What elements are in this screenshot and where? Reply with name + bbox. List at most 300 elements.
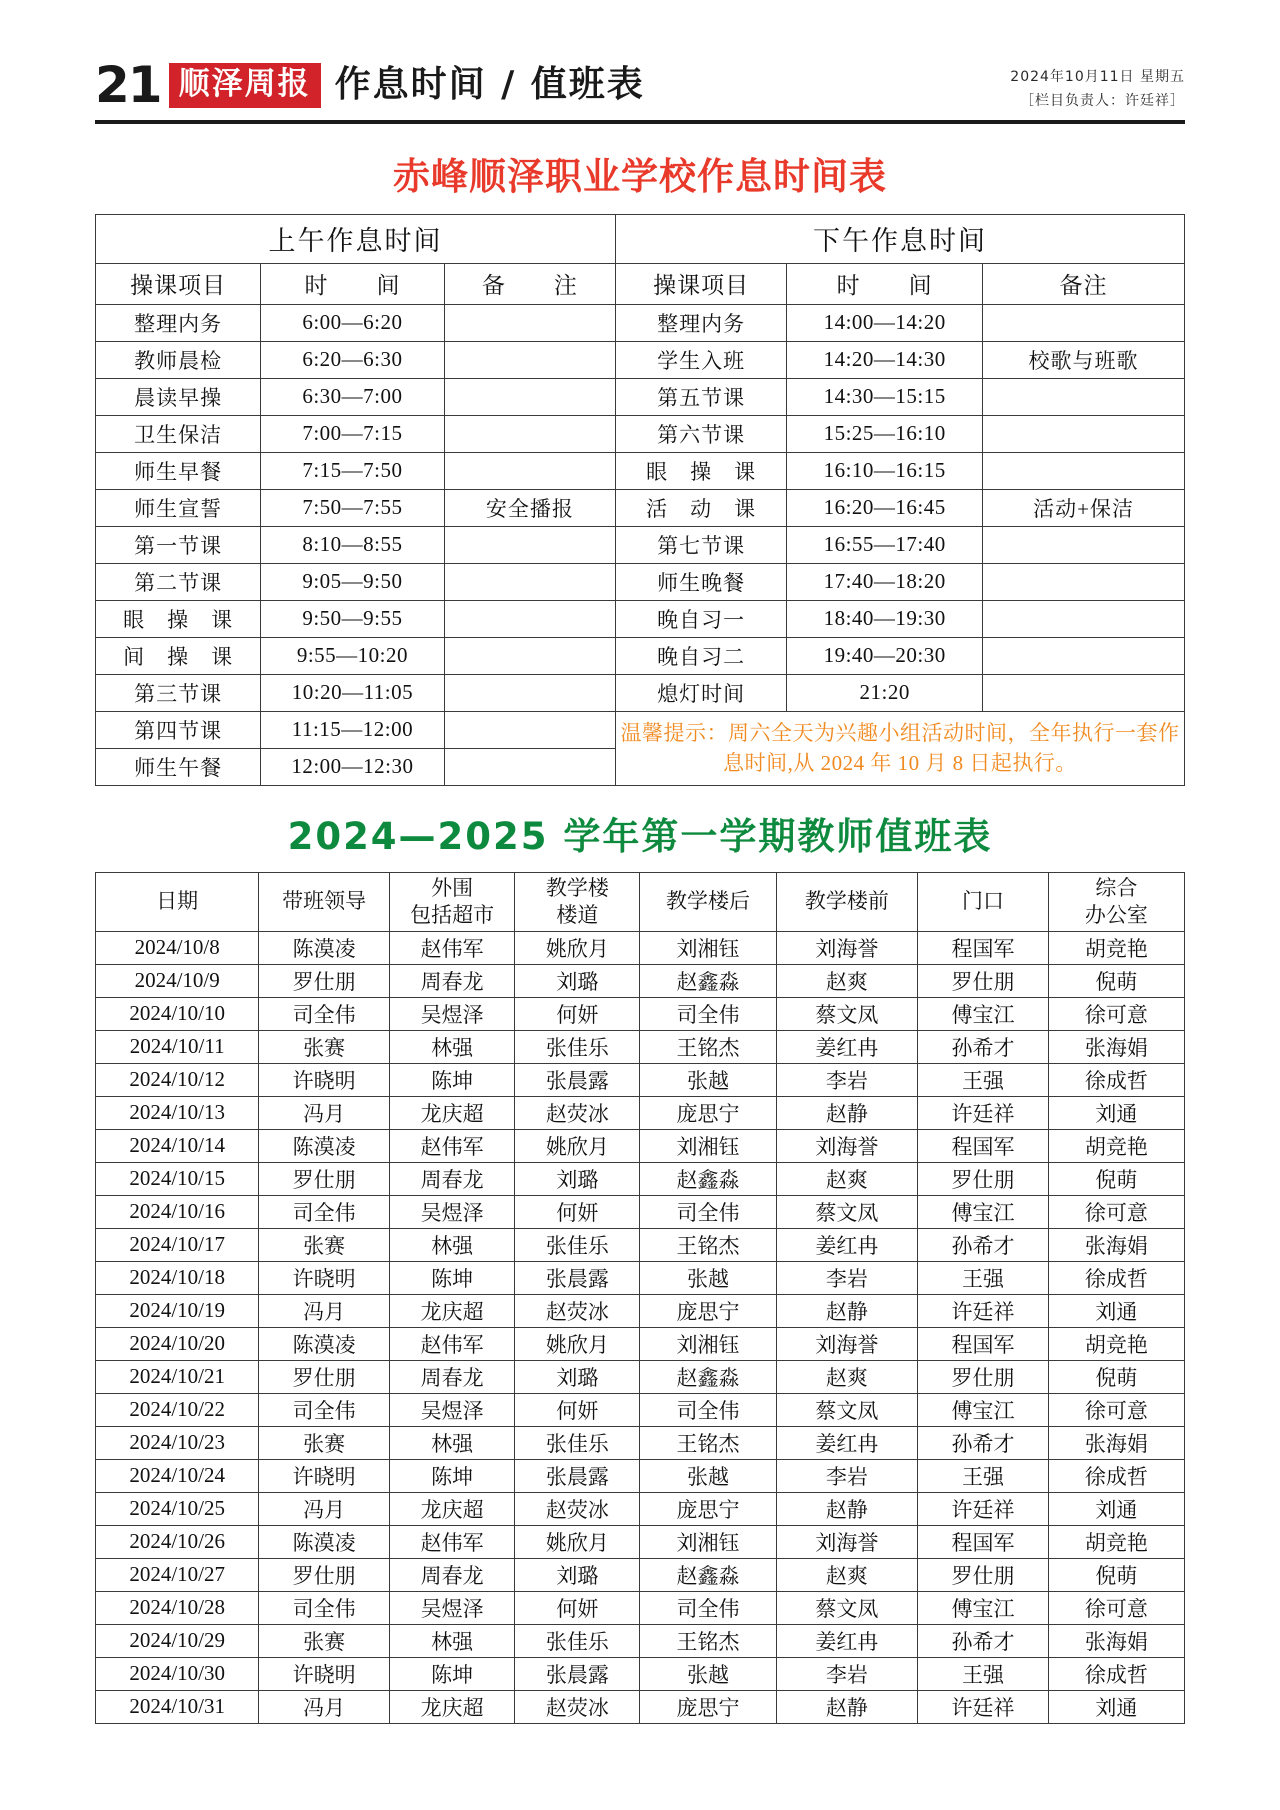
duty-building-rear: 张越 bbox=[640, 1657, 776, 1690]
am-time: 11:15—12:00 bbox=[261, 711, 445, 748]
pm-item: 晚自习一 bbox=[616, 600, 787, 637]
pm-note bbox=[983, 600, 1185, 637]
schedule-row bbox=[96, 452, 1185, 489]
pm-note bbox=[983, 304, 1185, 341]
duty-col-date bbox=[96, 872, 259, 931]
pm-note: 活动+保洁 bbox=[983, 489, 1185, 526]
am-item: 师生早餐 bbox=[96, 452, 261, 489]
pm-note bbox=[983, 563, 1185, 600]
duty-perimeter: 陈坤 bbox=[390, 1063, 515, 1096]
table-row bbox=[96, 1327, 1185, 1360]
duty-building-rear: 刘湘钰 bbox=[640, 931, 776, 964]
duty-building-rear: 庞思宁 bbox=[640, 1690, 776, 1723]
duty-leader: 张赛 bbox=[259, 1030, 390, 1063]
duty-building-rear: 张越 bbox=[640, 1261, 776, 1294]
am-item: 第二节课 bbox=[96, 563, 261, 600]
duty-office: 徐可意 bbox=[1048, 1393, 1184, 1426]
duty-perimeter: 龙庆超 bbox=[390, 1294, 515, 1327]
schedule-row bbox=[96, 526, 1185, 563]
duty-leader: 冯月 bbox=[259, 1492, 390, 1525]
duty-perimeter: 周春龙 bbox=[390, 964, 515, 997]
duty-col-corridor-line1: 教学楼 bbox=[545, 876, 609, 901]
duty-building-rear: 刘湘钰 bbox=[640, 1129, 776, 1162]
duty-corridor: 赵荧冰 bbox=[515, 1096, 640, 1129]
am-item: 第一节课 bbox=[96, 526, 261, 563]
duty-building-rear: 庞思宁 bbox=[640, 1492, 776, 1525]
am-time: 8:10—8:55 bbox=[261, 526, 445, 563]
schedule-table-head bbox=[96, 214, 1185, 304]
duty-corridor: 何妍 bbox=[515, 997, 640, 1030]
duty-corridor: 张佳乐 bbox=[515, 1030, 640, 1063]
am-item: 师生宣誓 bbox=[96, 489, 261, 526]
am-time: 6:00—6:20 bbox=[261, 304, 445, 341]
duty-office: 张海娟 bbox=[1048, 1030, 1184, 1063]
table-row bbox=[96, 1096, 1185, 1129]
duty-col-gate-line1: 门口 bbox=[962, 889, 1004, 914]
am-item: 第三节课 bbox=[96, 674, 261, 711]
duty-corridor: 张佳乐 bbox=[515, 1228, 640, 1261]
duty-leader: 司全伟 bbox=[259, 997, 390, 1030]
duty-date: 2024/10/27 bbox=[96, 1558, 259, 1591]
duty-building-front: 刘海誉 bbox=[776, 1327, 918, 1360]
duty-date: 2024/10/9 bbox=[96, 964, 259, 997]
am-note bbox=[444, 563, 615, 600]
header-left bbox=[95, 56, 645, 114]
duty-building-rear: 赵鑫淼 bbox=[640, 1558, 776, 1591]
page-number: 21 bbox=[95, 56, 161, 114]
page-header bbox=[95, 56, 1185, 124]
duty-leader: 许晓明 bbox=[259, 1261, 390, 1294]
duty-leader: 罗仕朋 bbox=[259, 1360, 390, 1393]
duty-header-row bbox=[96, 872, 1185, 931]
duty-perimeter: 陈坤 bbox=[390, 1261, 515, 1294]
pm-item: 晚自习二 bbox=[616, 637, 787, 674]
pm-time: 16:20—16:45 bbox=[787, 489, 983, 526]
duty-date: 2024/10/8 bbox=[96, 931, 259, 964]
table-row bbox=[96, 997, 1185, 1030]
duty-building-front: 赵静 bbox=[776, 1492, 918, 1525]
duty-gate: 王强 bbox=[918, 1261, 1049, 1294]
table-row bbox=[96, 1162, 1185, 1195]
duty-corridor: 姚欣月 bbox=[515, 931, 640, 964]
duty-building-front: 蔡文凤 bbox=[776, 1393, 918, 1426]
duty-perimeter: 林强 bbox=[390, 1030, 515, 1063]
table-row bbox=[96, 1360, 1185, 1393]
am-time: 10:20—11:05 bbox=[261, 674, 445, 711]
morning-group-header: 上午作息时间 bbox=[96, 214, 616, 263]
duty-corridor: 何妍 bbox=[515, 1393, 640, 1426]
duty-col-building-front-line1: 教学楼前 bbox=[804, 889, 889, 914]
duty-corridor: 赵荧冰 bbox=[515, 1492, 640, 1525]
am-item: 教师晨检 bbox=[96, 341, 261, 378]
table-row bbox=[96, 1294, 1185, 1327]
col-am-time: 时 间 bbox=[261, 263, 445, 304]
duty-office: 倪萌 bbox=[1048, 964, 1184, 997]
duty-office: 胡竞艳 bbox=[1048, 1129, 1184, 1162]
duty-building-front: 姜红冉 bbox=[776, 1228, 918, 1261]
duty-date: 2024/10/28 bbox=[96, 1591, 259, 1624]
col-am-item: 操课项目 bbox=[96, 263, 261, 304]
duty-perimeter: 吴煜泽 bbox=[390, 1393, 515, 1426]
duty-perimeter: 龙庆超 bbox=[390, 1690, 515, 1723]
pm-note bbox=[983, 452, 1185, 489]
duty-office: 徐成哲 bbox=[1048, 1063, 1184, 1096]
am-note bbox=[444, 637, 615, 674]
am-time: 12:00—12:30 bbox=[261, 748, 445, 785]
table-row bbox=[96, 1558, 1185, 1591]
am-time: 6:30—7:00 bbox=[261, 378, 445, 415]
duty-building-rear: 王铭杰 bbox=[640, 1030, 776, 1063]
pm-item: 第五节课 bbox=[616, 378, 787, 415]
schedule-row bbox=[96, 563, 1185, 600]
duty-perimeter: 赵伟军 bbox=[390, 931, 515, 964]
am-note bbox=[444, 526, 615, 563]
am-note bbox=[444, 600, 615, 637]
duty-gate: 孙希才 bbox=[918, 1030, 1049, 1063]
am-note bbox=[444, 452, 615, 489]
duty-leader: 冯月 bbox=[259, 1096, 390, 1129]
duty-building-front: 赵静 bbox=[776, 1096, 918, 1129]
duty-building-front: 刘海誉 bbox=[776, 931, 918, 964]
am-item: 第四节课 bbox=[96, 711, 261, 748]
duty-office: 胡竞艳 bbox=[1048, 1327, 1184, 1360]
duty-building-front: 蔡文凤 bbox=[776, 1195, 918, 1228]
pm-note bbox=[983, 674, 1185, 711]
duty-date: 2024/10/24 bbox=[96, 1459, 259, 1492]
issue-date: 2024年10月11日 星期五 bbox=[1010, 69, 1185, 85]
table-row bbox=[96, 1690, 1185, 1723]
am-item: 间 操 课 bbox=[96, 637, 261, 674]
duty-perimeter: 周春龙 bbox=[390, 1360, 515, 1393]
duty-table-body bbox=[96, 931, 1185, 1723]
duty-leader: 冯月 bbox=[259, 1294, 390, 1327]
duty-col-gate bbox=[918, 872, 1049, 931]
schedule-table-body bbox=[96, 304, 1185, 785]
duty-leader: 罗仕朋 bbox=[259, 1162, 390, 1195]
table-row bbox=[96, 1525, 1185, 1558]
duty-gate: 程国军 bbox=[918, 1129, 1049, 1162]
duty-leader: 许晓明 bbox=[259, 1459, 390, 1492]
duty-leader: 许晓明 bbox=[259, 1063, 390, 1096]
duty-col-perimeter-line2: 包括超市 bbox=[410, 902, 495, 927]
duty-leader: 陈漠凌 bbox=[259, 1129, 390, 1162]
duty-building-front: 赵爽 bbox=[776, 1360, 918, 1393]
duty-building-rear: 王铭杰 bbox=[640, 1624, 776, 1657]
duty-office: 徐可意 bbox=[1048, 997, 1184, 1030]
table-row bbox=[96, 1063, 1185, 1096]
duty-office: 徐可意 bbox=[1048, 1195, 1184, 1228]
duty-leader: 罗仕朋 bbox=[259, 964, 390, 997]
am-time: 6:20—6:30 bbox=[261, 341, 445, 378]
duty-building-rear: 王铭杰 bbox=[640, 1426, 776, 1459]
duty-building-front: 蔡文凤 bbox=[776, 997, 918, 1030]
am-note bbox=[444, 341, 615, 378]
duty-gate: 傅宝江 bbox=[918, 997, 1049, 1030]
duty-gate: 孙希才 bbox=[918, 1624, 1049, 1657]
duty-date: 2024/10/19 bbox=[96, 1294, 259, 1327]
duty-building-rear: 张越 bbox=[640, 1063, 776, 1096]
duty-building-front: 刘海誉 bbox=[776, 1525, 918, 1558]
duty-col-leader-line1: 带班领导 bbox=[282, 889, 367, 914]
editor-credit: ［栏目负责人：许廷祥］ bbox=[1020, 92, 1185, 109]
schedule-row bbox=[96, 711, 1185, 748]
duty-corridor: 张佳乐 bbox=[515, 1624, 640, 1657]
duty-gate: 程国军 bbox=[918, 931, 1049, 964]
duty-office: 徐成哲 bbox=[1048, 1261, 1184, 1294]
schedule-row bbox=[96, 637, 1185, 674]
afternoon-group-header: 下午作息时间 bbox=[616, 214, 1185, 263]
am-item: 眼 操 课 bbox=[96, 600, 261, 637]
duty-col-corridor-line2: 楼道 bbox=[556, 902, 599, 927]
duty-building-rear: 司全伟 bbox=[640, 1195, 776, 1228]
duty-corridor: 姚欣月 bbox=[515, 1525, 640, 1558]
am-time: 9:55—10:20 bbox=[261, 637, 445, 674]
table-row bbox=[96, 1426, 1185, 1459]
duty-building-rear: 刘湘钰 bbox=[640, 1327, 776, 1360]
duty-perimeter: 吴煜泽 bbox=[390, 1591, 515, 1624]
table-row bbox=[96, 1228, 1185, 1261]
schedule-row bbox=[96, 378, 1185, 415]
duty-gate: 傅宝江 bbox=[918, 1195, 1049, 1228]
duty-table-head bbox=[96, 872, 1185, 931]
pm-note bbox=[983, 526, 1185, 563]
duty-building-front: 赵爽 bbox=[776, 1558, 918, 1591]
duty-perimeter: 周春龙 bbox=[390, 1558, 515, 1591]
duty-col-office-line1: 综合 bbox=[1095, 876, 1138, 901]
table-row bbox=[96, 1393, 1185, 1426]
duty-date: 2024/10/30 bbox=[96, 1657, 259, 1690]
duty-gate: 孙希才 bbox=[918, 1426, 1049, 1459]
duty-building-front: 赵静 bbox=[776, 1690, 918, 1723]
duty-col-building-rear bbox=[640, 872, 776, 931]
duty-title: 2024—2025 学年第一学期教师值班表 bbox=[287, 814, 993, 858]
duty-building-front: 李岩 bbox=[776, 1063, 918, 1096]
duty-building-front: 姜红冉 bbox=[776, 1030, 918, 1063]
duty-corridor: 刘璐 bbox=[515, 1162, 640, 1195]
pm-item: 眼 操 课 bbox=[616, 452, 787, 489]
duty-building-front: 李岩 bbox=[776, 1459, 918, 1492]
pm-item: 师生晚餐 bbox=[616, 563, 787, 600]
duty-office: 胡竞艳 bbox=[1048, 1525, 1184, 1558]
schedule-title: 赤峰顺泽职业学校作息时间表 bbox=[393, 154, 887, 198]
duty-building-rear: 刘湘钰 bbox=[640, 1525, 776, 1558]
duty-date: 2024/10/20 bbox=[96, 1327, 259, 1360]
duty-building-front: 蔡文凤 bbox=[776, 1591, 918, 1624]
duty-office: 刘通 bbox=[1048, 1096, 1184, 1129]
duty-gate: 许廷祥 bbox=[918, 1294, 1049, 1327]
duty-corridor: 刘璐 bbox=[515, 1558, 640, 1591]
duty-building-rear: 赵鑫淼 bbox=[640, 1162, 776, 1195]
duty-date: 2024/10/23 bbox=[96, 1426, 259, 1459]
duty-perimeter: 陈坤 bbox=[390, 1657, 515, 1690]
pm-time: 15:25—16:10 bbox=[787, 415, 983, 452]
table-row bbox=[96, 1459, 1185, 1492]
pm-item: 整理内务 bbox=[616, 304, 787, 341]
schedule-column-header-row bbox=[96, 263, 1185, 304]
am-note bbox=[444, 378, 615, 415]
duty-perimeter: 林强 bbox=[390, 1228, 515, 1261]
header-right bbox=[1010, 60, 1185, 114]
duty-date: 2024/10/22 bbox=[96, 1393, 259, 1426]
am-note: 安全播报 bbox=[444, 489, 615, 526]
duty-gate: 孙希才 bbox=[918, 1228, 1049, 1261]
am-note bbox=[444, 674, 615, 711]
duty-office: 张海娟 bbox=[1048, 1624, 1184, 1657]
duty-date: 2024/10/26 bbox=[96, 1525, 259, 1558]
duty-gate: 罗仕朋 bbox=[918, 964, 1049, 997]
pm-time: 19:40—20:30 bbox=[787, 637, 983, 674]
duty-gate: 罗仕朋 bbox=[918, 1162, 1049, 1195]
duty-date: 2024/10/15 bbox=[96, 1162, 259, 1195]
table-row bbox=[96, 1591, 1185, 1624]
duty-date: 2024/10/12 bbox=[96, 1063, 259, 1096]
am-note bbox=[444, 748, 615, 785]
pm-note: 校歌与班歌 bbox=[983, 341, 1185, 378]
table-row bbox=[96, 1195, 1185, 1228]
duty-office: 刘通 bbox=[1048, 1690, 1184, 1723]
table-row bbox=[96, 1492, 1185, 1525]
duty-building-rear: 司全伟 bbox=[640, 997, 776, 1030]
duty-gate: 程国军 bbox=[918, 1327, 1049, 1360]
pm-item: 活 动 课 bbox=[616, 489, 787, 526]
duty-building-rear: 王铭杰 bbox=[640, 1228, 776, 1261]
pm-item: 熄灯时间 bbox=[616, 674, 787, 711]
duty-perimeter: 龙庆超 bbox=[390, 1492, 515, 1525]
duty-corridor: 何妍 bbox=[515, 1591, 640, 1624]
col-pm-time: 时 间 bbox=[787, 263, 983, 304]
duty-building-front: 姜红冉 bbox=[776, 1624, 918, 1657]
duty-perimeter: 陈坤 bbox=[390, 1459, 515, 1492]
duty-office: 倪萌 bbox=[1048, 1558, 1184, 1591]
duty-building-rear: 赵鑫淼 bbox=[640, 1360, 776, 1393]
publication-logo: 顺泽周报 bbox=[169, 63, 321, 108]
duty-gate: 王强 bbox=[918, 1657, 1049, 1690]
am-item: 师生午餐 bbox=[96, 748, 261, 785]
duty-perimeter: 吴煜泽 bbox=[390, 997, 515, 1030]
duty-office: 倪萌 bbox=[1048, 1360, 1184, 1393]
am-time: 9:50—9:55 bbox=[261, 600, 445, 637]
am-item: 整理内务 bbox=[96, 304, 261, 341]
schedule-row bbox=[96, 674, 1185, 711]
duty-leader: 张赛 bbox=[259, 1426, 390, 1459]
duty-perimeter: 吴煜泽 bbox=[390, 1195, 515, 1228]
duty-perimeter: 林强 bbox=[390, 1624, 515, 1657]
duty-date: 2024/10/17 bbox=[96, 1228, 259, 1261]
pm-note bbox=[983, 637, 1185, 674]
duty-corridor: 姚欣月 bbox=[515, 1327, 640, 1360]
duty-col-office bbox=[1048, 872, 1184, 931]
pm-time: 14:30—15:15 bbox=[787, 378, 983, 415]
duty-table bbox=[95, 872, 1185, 1724]
duty-col-perimeter-line1: 外围 bbox=[431, 876, 474, 901]
am-time: 7:50—7:55 bbox=[261, 489, 445, 526]
duty-corridor: 张佳乐 bbox=[515, 1426, 640, 1459]
duty-leader: 张赛 bbox=[259, 1228, 390, 1261]
col-pm-note: 备注 bbox=[983, 263, 1185, 304]
am-note bbox=[444, 304, 615, 341]
duty-perimeter: 周春龙 bbox=[390, 1162, 515, 1195]
pm-time: 14:00—14:20 bbox=[787, 304, 983, 341]
col-pm-item: 操课项目 bbox=[616, 263, 787, 304]
duty-building-rear: 司全伟 bbox=[640, 1591, 776, 1624]
duty-date: 2024/10/18 bbox=[96, 1261, 259, 1294]
duty-date: 2024/10/16 bbox=[96, 1195, 259, 1228]
duty-gate: 许廷祥 bbox=[918, 1096, 1049, 1129]
duty-gate: 许廷祥 bbox=[918, 1690, 1049, 1723]
duty-building-front: 刘海誉 bbox=[776, 1129, 918, 1162]
duty-gate: 王强 bbox=[918, 1063, 1049, 1096]
pm-item: 第七节课 bbox=[616, 526, 787, 563]
duty-date: 2024/10/31 bbox=[96, 1690, 259, 1723]
duty-office: 徐成哲 bbox=[1048, 1657, 1184, 1690]
duty-corridor: 张晨露 bbox=[515, 1261, 640, 1294]
pm-time: 21:20 bbox=[787, 674, 983, 711]
duty-col-office-line2: 办公室 bbox=[1084, 902, 1148, 927]
duty-office: 徐可意 bbox=[1048, 1591, 1184, 1624]
schedule-row bbox=[96, 489, 1185, 526]
duty-building-front: 赵爽 bbox=[776, 964, 918, 997]
page-title: 作息时间 / 值班表 bbox=[334, 64, 645, 106]
duty-office: 刘通 bbox=[1048, 1492, 1184, 1525]
duty-office: 刘通 bbox=[1048, 1294, 1184, 1327]
duty-date: 2024/10/14 bbox=[96, 1129, 259, 1162]
duty-corridor: 何妍 bbox=[515, 1195, 640, 1228]
schedule-row bbox=[96, 600, 1185, 637]
duty-building-front: 姜红冉 bbox=[776, 1426, 918, 1459]
am-item: 晨读早操 bbox=[96, 378, 261, 415]
pm-time: 18:40—19:30 bbox=[787, 600, 983, 637]
duty-building-front: 李岩 bbox=[776, 1261, 918, 1294]
pm-time: 16:10—16:15 bbox=[787, 452, 983, 489]
duty-building-rear: 庞思宁 bbox=[640, 1294, 776, 1327]
duty-perimeter: 龙庆超 bbox=[390, 1096, 515, 1129]
duty-date: 2024/10/25 bbox=[96, 1492, 259, 1525]
duty-date: 2024/10/13 bbox=[96, 1096, 259, 1129]
duty-office: 张海娟 bbox=[1048, 1426, 1184, 1459]
table-row bbox=[96, 1261, 1185, 1294]
pm-item: 学生入班 bbox=[616, 341, 787, 378]
table-row bbox=[96, 1657, 1185, 1690]
duty-leader: 陈漠凌 bbox=[259, 1327, 390, 1360]
duty-date: 2024/10/11 bbox=[96, 1030, 259, 1063]
duty-building-rear: 张越 bbox=[640, 1459, 776, 1492]
duty-corridor: 赵荧冰 bbox=[515, 1690, 640, 1723]
pm-note bbox=[983, 415, 1185, 452]
duty-leader: 许晓明 bbox=[259, 1657, 390, 1690]
schedule-row bbox=[96, 415, 1185, 452]
duty-perimeter: 赵伟军 bbox=[390, 1129, 515, 1162]
duty-gate: 王强 bbox=[918, 1459, 1049, 1492]
am-item: 卫生保洁 bbox=[96, 415, 261, 452]
duty-building-front: 赵爽 bbox=[776, 1162, 918, 1195]
duty-corridor: 姚欣月 bbox=[515, 1129, 640, 1162]
pm-time: 17:40—18:20 bbox=[787, 563, 983, 600]
am-time: 9:05—9:50 bbox=[261, 563, 445, 600]
pm-time: 16:55—17:40 bbox=[787, 526, 983, 563]
duty-col-perimeter bbox=[390, 872, 515, 931]
schedule-row bbox=[96, 341, 1185, 378]
am-time: 7:00—7:15 bbox=[261, 415, 445, 452]
duty-corridor: 张晨露 bbox=[515, 1063, 640, 1096]
schedule-row bbox=[96, 304, 1185, 341]
am-time: 7:15—7:50 bbox=[261, 452, 445, 489]
duty-perimeter: 赵伟军 bbox=[390, 1327, 515, 1360]
duty-corridor: 张晨露 bbox=[515, 1459, 640, 1492]
table-row bbox=[96, 1129, 1185, 1162]
duty-col-leader bbox=[259, 872, 390, 931]
duty-office: 胡竞艳 bbox=[1048, 931, 1184, 964]
duty-col-building-rear-line1: 教学楼后 bbox=[666, 889, 751, 914]
